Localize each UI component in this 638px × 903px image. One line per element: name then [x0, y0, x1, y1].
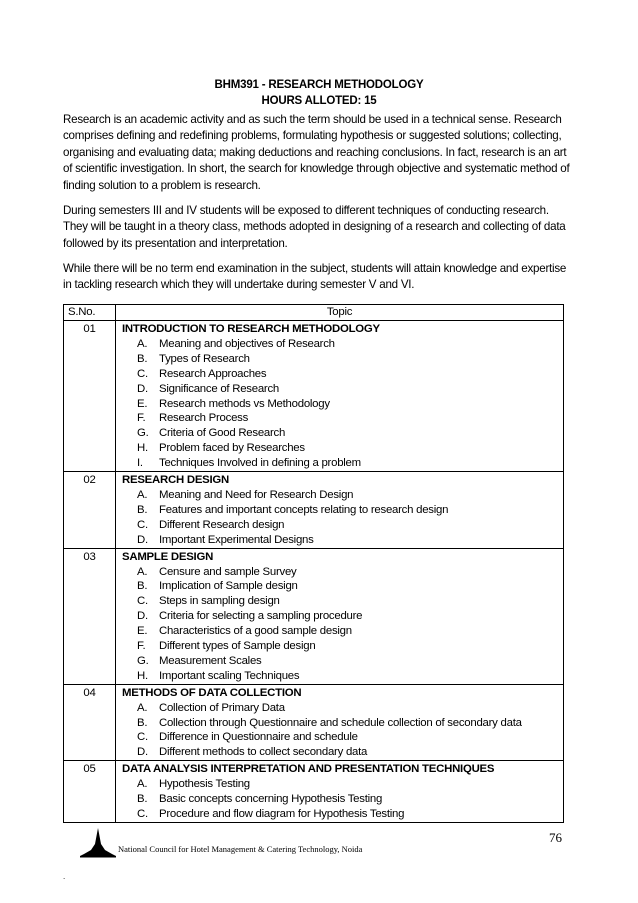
list-item [122, 456, 563, 471]
unit-topic-cell [116, 684, 564, 761]
list-item-letter: F. [137, 640, 146, 653]
list-item [122, 518, 563, 533]
intro-paragraph: Research is an academic activity and as such the term should be used in a technical sense. Research comprises defining and redefining problems, formulating hypothesis or suggested solutions; collecting, organising and evaluating data; making deductions and reaching conclusions. In fact, research is an art of scientific investigation. In short, the search for knowledge through objective and systematic method of finding solution to a problem is research. [63, 113, 570, 192]
list-item [122, 594, 563, 609]
list-item-letter: B. [137, 503, 148, 516]
footer-organization: National Council for Hotel Management & Catering Technology, Noida [118, 844, 363, 854]
list-item-text: Basic concepts concerning Hypothesis Testing [159, 793, 383, 806]
list-item-text: Measurement Scales [159, 654, 262, 667]
table-row [64, 321, 564, 472]
list-item-letter: E. [137, 625, 148, 638]
list-item-letter: C. [137, 731, 148, 744]
list-item-text: Features and important concepts relating to research design [159, 503, 449, 516]
list-item-text: Procedure and flow diagram for Hypothesis Testing [159, 808, 405, 820]
list-item-letter: I. [137, 457, 143, 470]
list-item [122, 397, 563, 412]
unit-number: 01 [64, 321, 116, 472]
unit-topic-cell [116, 321, 564, 472]
list-item [122, 669, 563, 684]
list-item [122, 807, 563, 822]
list-item-text: Criteria for selecting a sampling procedure [159, 610, 363, 623]
semester-paragraph: During semesters III and IV students will be exposed to different techniques of conducting research. They will be taught in a theory class, methods adopted in designing of a research and collecting of data followed by its presentation and interpretation. [63, 204, 566, 250]
list-item [122, 701, 563, 716]
list-item-letter: G. [137, 654, 149, 667]
list-item-text: Implication of Sample design [159, 580, 298, 593]
list-item [122, 503, 563, 518]
list-item [122, 533, 563, 548]
footer-dot: . [63, 872, 66, 881]
list-item-letter: D. [137, 533, 148, 546]
list-item [122, 488, 563, 503]
list-item [122, 777, 563, 792]
list-item-letter: C. [137, 595, 148, 608]
table-row [64, 548, 564, 684]
list-item-text: Meaning and Need for Research Design [159, 488, 354, 501]
list-item-text: Collection through Questionnaire and schedule collection of secondary data [159, 716, 522, 729]
syllabus-table [63, 304, 564, 823]
list-item [122, 426, 563, 441]
unit-number: 05 [64, 761, 116, 823]
list-item-text: Censure and sample Survey [159, 565, 297, 578]
list-item-text: Research Approaches [159, 367, 267, 380]
unit-title: RESEARCH DESIGN [122, 474, 230, 487]
list-item-letter: A. [137, 488, 148, 501]
list-item-text: Different types of Sample design [159, 640, 316, 653]
table-row [64, 761, 564, 823]
unit-title: METHODS OF DATA COLLECTION [122, 686, 302, 699]
list-item [122, 441, 563, 456]
list-item [122, 624, 563, 639]
list-item-letter: F. [137, 412, 146, 425]
list-item-text: Hypothesis Testing [159, 778, 250, 791]
list-item-text: Problem faced by Researches [159, 442, 305, 455]
list-item-text: Collection of Primary Data [159, 701, 285, 714]
course-title: BHM391 - RESEARCH METHODOLOGY [214, 79, 424, 91]
list-item [122, 411, 563, 426]
unit-title: INTRODUCTION TO RESEARCH METHODOLOGY [122, 323, 380, 335]
unit-title: SAMPLE DESIGN [122, 550, 214, 563]
list-item-text: Difference in Questionnaire and schedule [159, 731, 358, 744]
list-item-text: Techniques Involved in defining a problem [159, 457, 361, 470]
list-item-letter: B. [137, 580, 148, 593]
list-item-letter: C. [137, 808, 148, 820]
unit-topic-cell [116, 761, 564, 823]
list-item-letter: H. [137, 442, 148, 455]
list-item [122, 654, 563, 669]
list-item-text: Meaning and objectives of Research [159, 337, 335, 350]
list-item-text: Steps in sampling design [159, 595, 280, 608]
unit-topic-cell [116, 472, 564, 549]
list-item-letter: D. [137, 746, 148, 759]
list-item [122, 352, 563, 367]
list-item-text: Criteria of Good Research [159, 427, 286, 440]
list-item [122, 639, 563, 654]
list-item-text: Types of Research [159, 352, 250, 365]
table-row [64, 472, 564, 549]
list-item-letter: D. [137, 610, 148, 623]
list-item-text: Different methods to collect secondary data [159, 746, 368, 759]
list-item-text: Characteristics of a good sample design [159, 625, 352, 638]
list-item-letter: A. [137, 337, 148, 350]
list-item [122, 579, 563, 594]
list-item [122, 382, 563, 397]
column-header-topic: Topic [116, 305, 564, 321]
list-item [122, 745, 563, 760]
list-item-letter: E. [137, 397, 148, 410]
unit-topic-cell [116, 548, 564, 684]
unit-title: DATA ANALYSIS INTERPRETATION AND PRESENTATION TECHNIQUES [122, 763, 495, 776]
list-item [122, 792, 563, 807]
list-item-text: Research methods vs Methodology [159, 397, 330, 410]
list-item-text: Research Process [159, 412, 249, 425]
list-item-letter: A. [137, 778, 148, 791]
list-item [122, 730, 563, 745]
list-item-letter: B. [137, 716, 148, 729]
table-header-row [64, 305, 564, 321]
unit-number: 04 [64, 684, 116, 761]
list-item [122, 565, 563, 580]
examination-paragraph: While there will be no term end examination in the subject, students will attain knowledge and expertise in tackling research which they will undertake during semester V and VI. [63, 262, 567, 292]
unit-number: 03 [64, 548, 116, 684]
list-item-text: Important Experimental Designs [159, 533, 314, 546]
list-item [122, 367, 563, 382]
list-item-text: Significance of Research [159, 382, 279, 395]
list-item-letter: H. [137, 669, 148, 682]
list-item-letter: D. [137, 382, 148, 395]
list-item [122, 716, 563, 731]
list-item-letter: A. [137, 565, 148, 578]
list-item-letter: B. [137, 352, 148, 365]
ncht-logo-icon [78, 826, 118, 858]
list-item-letter: G. [137, 427, 149, 440]
column-header-sno: S.No. [64, 305, 116, 321]
hours-allotted: HOURS ALLOTED: 15 [261, 95, 377, 107]
list-item [122, 337, 563, 352]
list-item-letter: A. [137, 701, 148, 714]
unit-number: 02 [64, 472, 116, 549]
table-row [64, 684, 564, 761]
list-item-letter: B. [137, 793, 148, 806]
syllabus-body [64, 321, 564, 823]
list-item-text: Important scaling Techniques [159, 669, 300, 682]
list-item-letter: C. [137, 367, 148, 380]
page-number: 76 [549, 830, 562, 845]
list-item-letter: C. [137, 518, 148, 531]
list-item-text: Different Research design [159, 518, 285, 531]
list-item [122, 609, 563, 624]
